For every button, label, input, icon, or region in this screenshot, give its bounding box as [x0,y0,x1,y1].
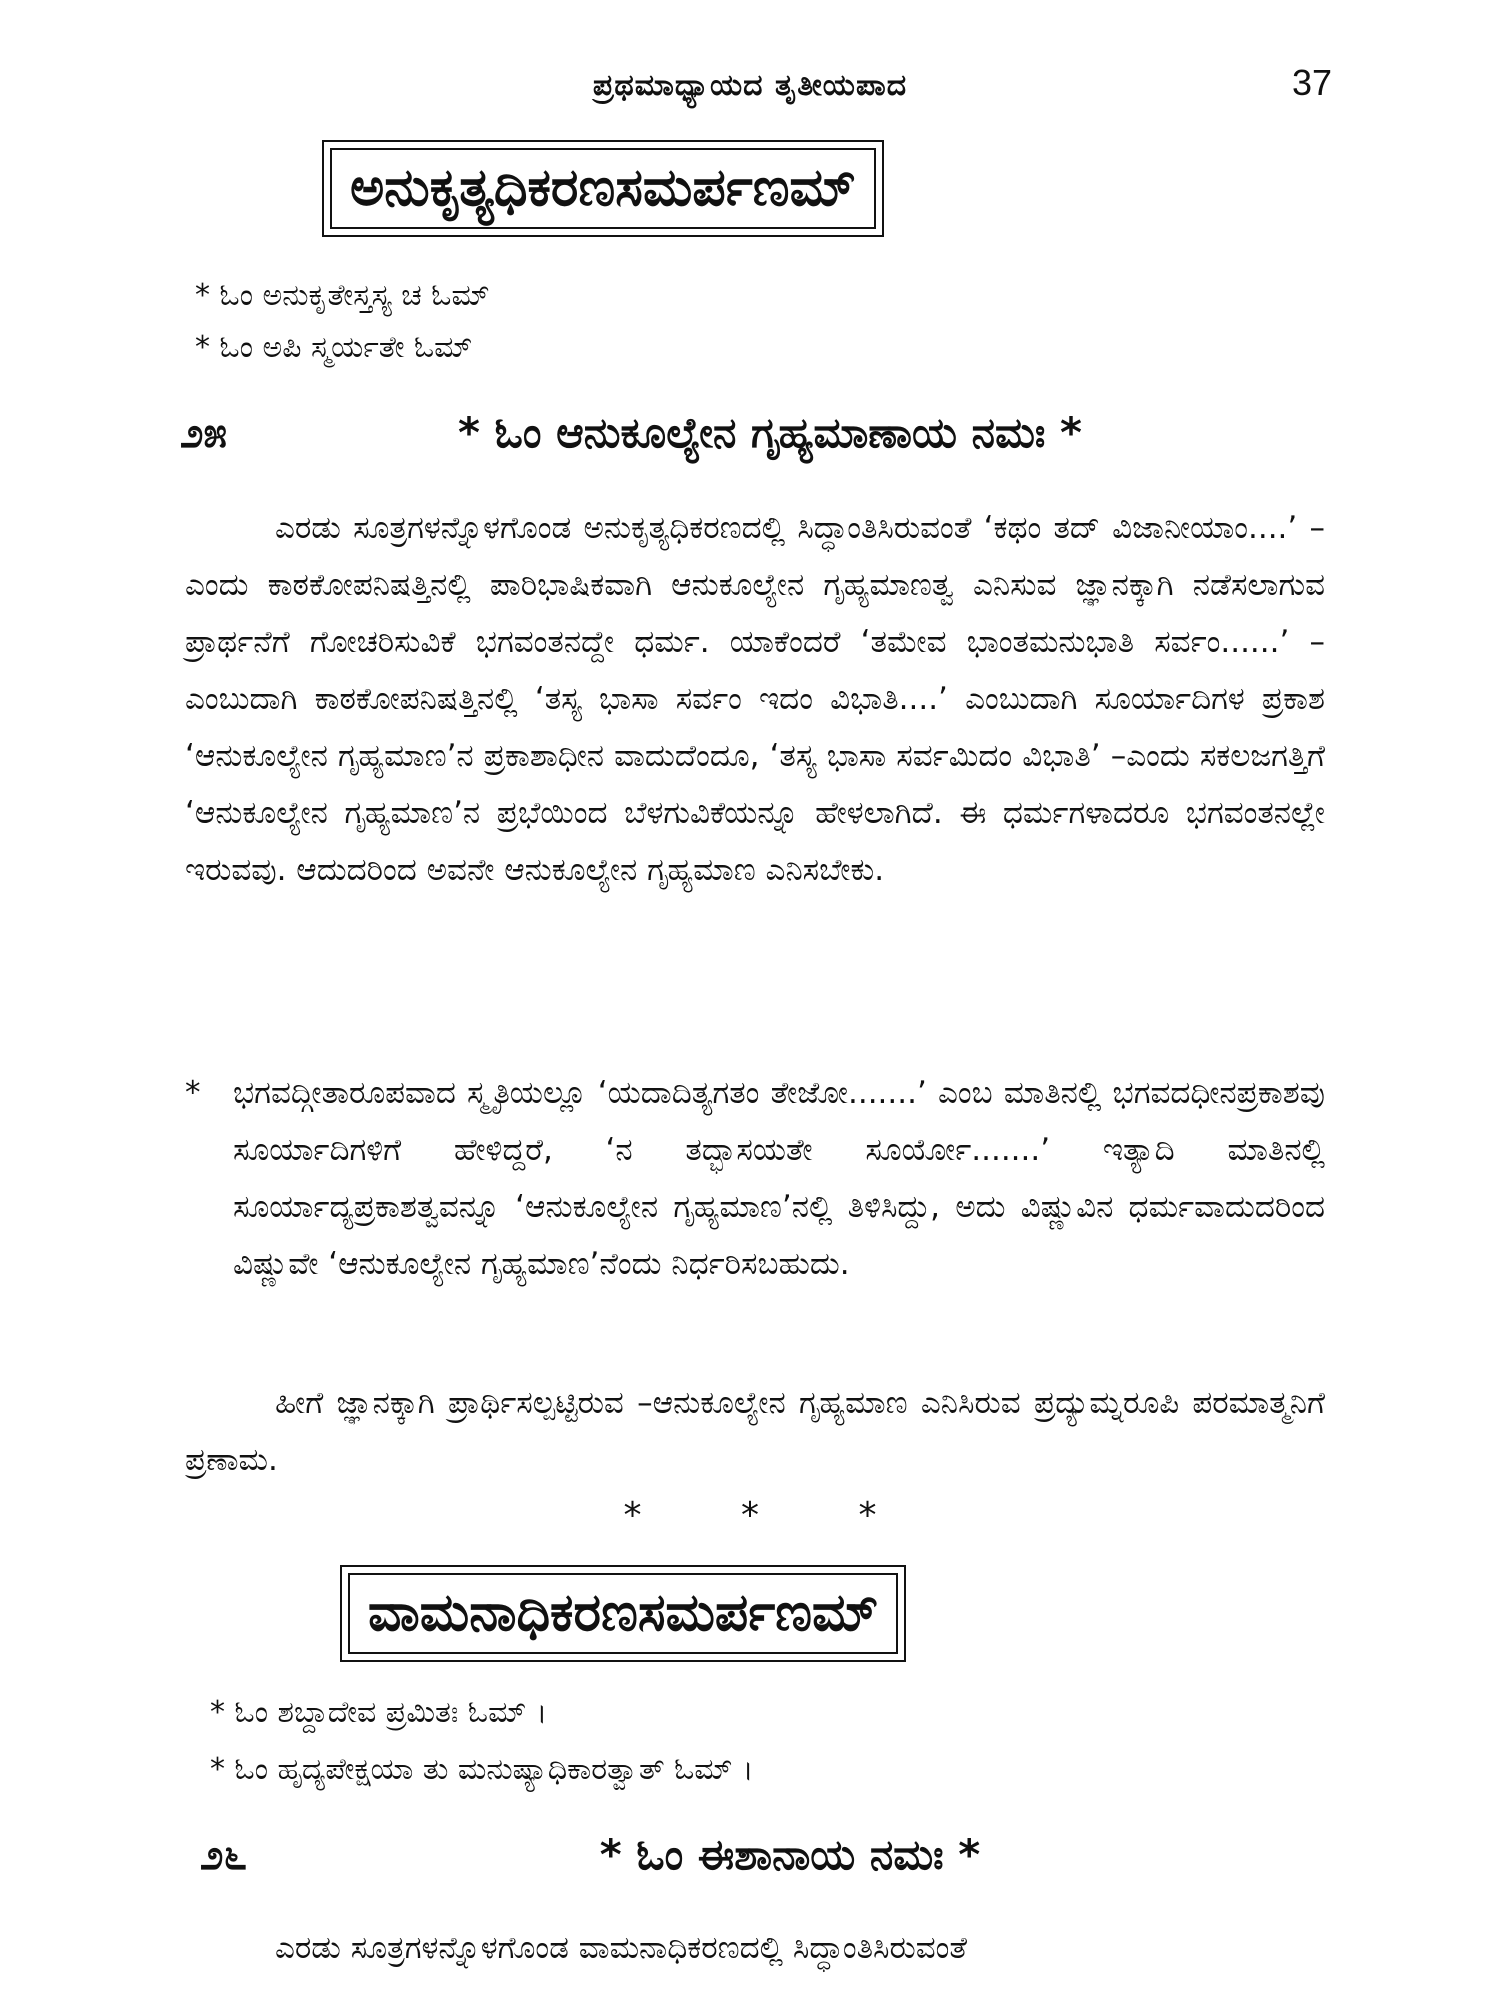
section1-bullet-paragraph [185,1065,1325,1355]
section2-paragraph-1: ಎರಡು ಸೂತ್ರಗಳನ್ನೊಳಗೊಂಡ ವಾಮನಾಧಿಕರಣದಲ್ಲಿ ಸಿದ್ಧಾಂತಿಸಿರುವಂತೆ [275,1930,968,1966]
section1-title-box [322,140,884,237]
section1-sutra-1: * ಓಂ ಅನುಕೃತೇಸ್ತಸ್ಯ ಚ ಓಮ್ [195,278,490,313]
running-header: ಪ್ರಥಮಾಧ್ಯಾಯದ ತೃತೀಯಪಾದ [592,68,908,103]
section-separator [0,1495,1500,1536]
section1-title: ಅನುಕೃತ್ಯಧಿಕರಣಸಮರ್ಪಣಮ್ [330,148,876,229]
section1-nama-row [180,408,1360,468]
bullet-star: * [185,1075,201,1111]
separator-star-3: * [858,1495,877,1536]
section1-paragraph-2: ಹೀಗೆ ಜ್ಞಾನಕ್ಕಾಗಿ ಪ್ರಾರ್ಥಿಸಲ್ಪಟ್ಟಿರುವ –ಆನುಕೂಲ್ಯೇನ ಗೃಹ್ಯಮಾಣ ಎನಿಸಿರುವ ಪ್ರದ್ಯುಮ್ನರೂಪಿ ಪರಮಾತ್ಮನಿಗೆ ಪ್ರಣಾಮ. [185,1385,1325,1478]
separator-star-1: * [623,1495,642,1536]
section1-bullet-text: ಭಗವದ್ಗೀತಾರೂಪವಾದ ಸ್ಮೃತಿಯಲ್ಲೂ ‘ಯದಾದಿತ್ಯಗತಂ ತೇಜೋ.......’ ಎಂಬ ಮಾತಿನಲ್ಲಿ ಭಗವದಧೀನಪ್ರಕಾಶವು ಸೂರ್ಯಾದಿಗಳಿಗೆ ಹೇಳಿದ್ದರೆ, ‘ನ ತದ್ಭಾಸಯತೇ ಸೂರ್ಯೋ.......’ ಇತ್ಯಾದಿ ಮಾತಿನಲ್ಲಿ ಸೂರ್ಯಾದ್ಯಪ್ರಕಾಶತ್ವವನ್ನೂ ‘ಆನುಕೂಲ್ಯೇನ ಗೃಹ್ಯಮಾಣ’ನಲ್ಲಿ ತಿಳಿಸಿದ್ದು, ಅದು ವಿಷ್ಣುವಿನ ಧರ್ಮವಾದುದರಿಂದ ವಿಷ್ಣುವೇ ‘ಆನುಕೂಲ್ಯೇನ ಗೃಹ್ಯಮಾಣ’ನೆಂದು ನಿರ್ಧರಿಸಬಹುದು. [233,1075,1325,1282]
section1-nama: * ಓಂ ಆನುಕೂಲ್ಯೇನ ಗೃಹ್ಯಮಾಣಾಯ ನಮಃ * [458,408,1082,457]
section2-sutra-1: * ಓಂ ಶಬ್ದಾದೇವ ಪ್ರಮಿತಃ ಓಮ್ । [210,1695,548,1730]
section2-title-box [340,1565,906,1662]
separator-star-2: * [741,1495,759,1536]
section1-nama-number: ೨೫ [180,408,228,457]
section1-sutra-2: * ಓಂ ಅಪಿ ಸ್ಮರ್ಯತೇ ಓಮ್ [195,330,473,365]
section1-paragraph-1: ಎರಡು ಸೂತ್ರಗಳನ್ನೊಳಗೊಂಡ ಅನುಕೃತ್ಯಧಿಕರಣದಲ್ಲಿ ಸಿದ್ಧಾಂತಿಸಿರುವಂತೆ ‘ಕಥಂ ತದ್ ವಿಜಾನೀಯಾಂ....’ –ಎಂದು ಕಾಠಕೋಪನಿಷತ್ತಿನಲ್ಲಿ ಪಾರಿಭಾಷಿಕವಾಗಿ ಆನುಕೂಲ್ಯೇನ ಗೃಹ್ಯಮಾಣತ್ವ ಎನಿಸುವ ಜ್ಞಾನಕ್ಕಾಗಿ ನಡೆಸಲಾಗುವ ಪ್ರಾರ್ಥನೆಗೆ ಗೋಚರಿಸುವಿಕೆ ಭಗವಂತನದ್ದೇ ಧರ್ಮ. ಯಾಕೆಂದರೆ ‘ತಮೇವ ಭಾಂತಮನುಭಾತಿ ಸರ್ವಂ......’ –ಎಂಬುದಾಗಿ ಕಾಠಕೋಪನಿಷತ್ತಿನಲ್ಲಿ ‘ತಸ್ಯ ಭಾಸಾ ಸರ್ವಂ ಇದಂ ವಿಭಾತಿ....’ ಎಂಬುದಾಗಿ ಸೂರ್ಯಾದಿಗಳ ಪ್ರಕಾಶ ‘ಆನುಕೂಲ್ಯೇನ ಗೃಹ್ಯಮಾಣ’ನ ಪ್ರಕಾಶಾಧೀನ ವಾದುದೆಂದೂ, ‘ತಸ್ಯ ಭಾಸಾ ಸರ್ವಮಿದಂ ವಿಭಾತಿ’ –ಎಂದು ಸಕಲಜಗತ್ತಿಗೆ ‘ಆನುಕೂಲ್ಯೇನ ಗೃಹ್ಯಮಾಣ’ನ ಪ್ರಭೆಯಿಂದ ಬೆಳಗುವಿಕೆಯನ್ನೂ ಹೇಳಲಾಗಿದೆ. ಈ ಧರ್ಮಗಳಾದರೂ ಭಗವಂತನಲ್ಲೇ ಇರುವವು. ಆದುದರಿಂದ ಅವನೇ ಆನುಕೂಲ್ಯೇನ ಗೃಹ್ಯಮಾಣ ಎನಿಸಬೇಕು. [185,510,1325,888]
section2-sutra-2: * ಓಂ ಹೃದ್ಯಪೇಕ್ಷಯಾ ತು ಮನುಷ್ಯಾಧಿಕಾರತ್ವಾತ್ ಓಮ್ । [210,1752,754,1787]
section2-nama-number: ೨೬ [200,1830,248,1879]
section2-nama-row [200,1830,1380,1890]
section2-nama: * ಓಂ ಈಶಾನಾಯ ನಮಃ * [599,1830,981,1879]
section2-title: ವಾಮನಾಧಿಕರಣಸಮರ್ಪಣಮ್ [348,1573,898,1654]
page-number: 37 [1291,62,1332,103]
